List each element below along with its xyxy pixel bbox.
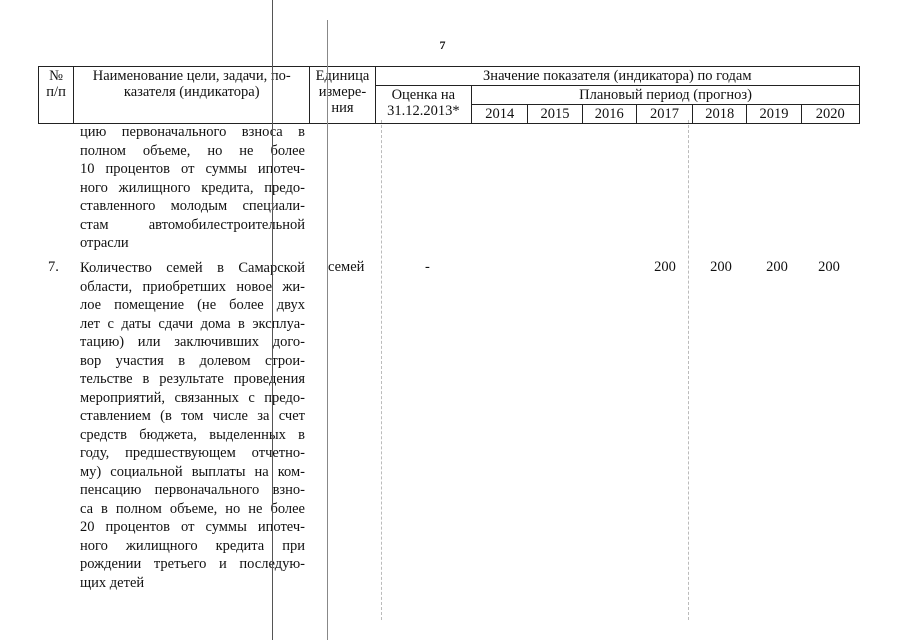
scan-artifact-line [381, 120, 382, 620]
description-line: стам автомобилестроительной [80, 216, 305, 233]
header-unit: Единица измере- ния [310, 67, 375, 124]
scan-fold-line [327, 20, 328, 640]
header-name: Наименование цели, задачи, по- казателя (индикатора) [74, 67, 310, 124]
description-line: рождении третьего и последую- [80, 556, 305, 572]
scan-artifact-line [688, 120, 689, 620]
header-year: 2014 [472, 105, 528, 124]
row7-unit: семей [328, 259, 365, 275]
indicator-table-header [38, 66, 860, 124]
row7-value-2017: 200 [654, 259, 676, 275]
header-estimate: Оценка на 31.12.2013* [375, 86, 471, 124]
description-line: тельстве в результате проведения [80, 371, 305, 387]
row7-value-2018: 200 [710, 259, 732, 275]
description-line: пенсацию первоначального взно- [80, 482, 305, 498]
scan-fold-line [272, 0, 273, 640]
header-year: 2017 [636, 105, 692, 124]
description-line: ного жилищного кредита при [80, 537, 305, 554]
description-line: 10 процентов от суммы ипотеч- [80, 161, 305, 177]
description-line: щих детей [80, 574, 145, 591]
description-line: са в полном объеме, но не более [80, 500, 305, 517]
row7-value-2020: 200 [818, 259, 840, 275]
header-year: 2016 [582, 105, 636, 124]
description-line: лет с даты сдачи дома в эксплуа- [80, 315, 305, 332]
description-line: цию первоначального взноса в [80, 124, 305, 140]
description-line: ставлением (в том числе за счет [80, 408, 305, 424]
header-values-group: Значение показателя (индикатора) по годам [375, 67, 859, 86]
description-line: мероприятий, связанных с предо- [80, 389, 305, 406]
description-line: лое помещение (не более двух [80, 297, 305, 313]
description-line: полном объеме, но не более [80, 142, 305, 159]
description-line: вор участия в долевом строи- [80, 352, 305, 369]
row7-estimate: - [425, 259, 430, 275]
description-line: области, приобретших новое жи- [80, 278, 305, 295]
description-line: средств бюджета, выделенных в [80, 426, 305, 443]
header-year: 2020 [801, 105, 859, 124]
page-number: 7 [439, 38, 446, 52]
description-line: ного жилищного кредита, предо- [80, 179, 305, 196]
description-line: Количество семей в Самарской [80, 260, 305, 276]
header-year: 2015 [528, 105, 582, 124]
description-line: 20 процентов от суммы ипотеч- [80, 519, 305, 535]
header-number: № п/п [39, 67, 74, 124]
header-plan-group: Плановый период (прогноз) [472, 86, 860, 105]
description-line: году, предшествующем отчетно- [80, 445, 305, 461]
header-year: 2018 [693, 105, 747, 124]
description-line: ставленного молодым специали- [80, 198, 305, 214]
description-line: му) социальной выплаты на ком- [80, 463, 305, 480]
header-year: 2019 [747, 105, 801, 124]
description-line: отрасли [80, 235, 129, 251]
row-number: 7. [48, 259, 59, 275]
row7-value-2019: 200 [766, 259, 788, 275]
description-line: тацию) или заключивших дого- [80, 334, 305, 350]
